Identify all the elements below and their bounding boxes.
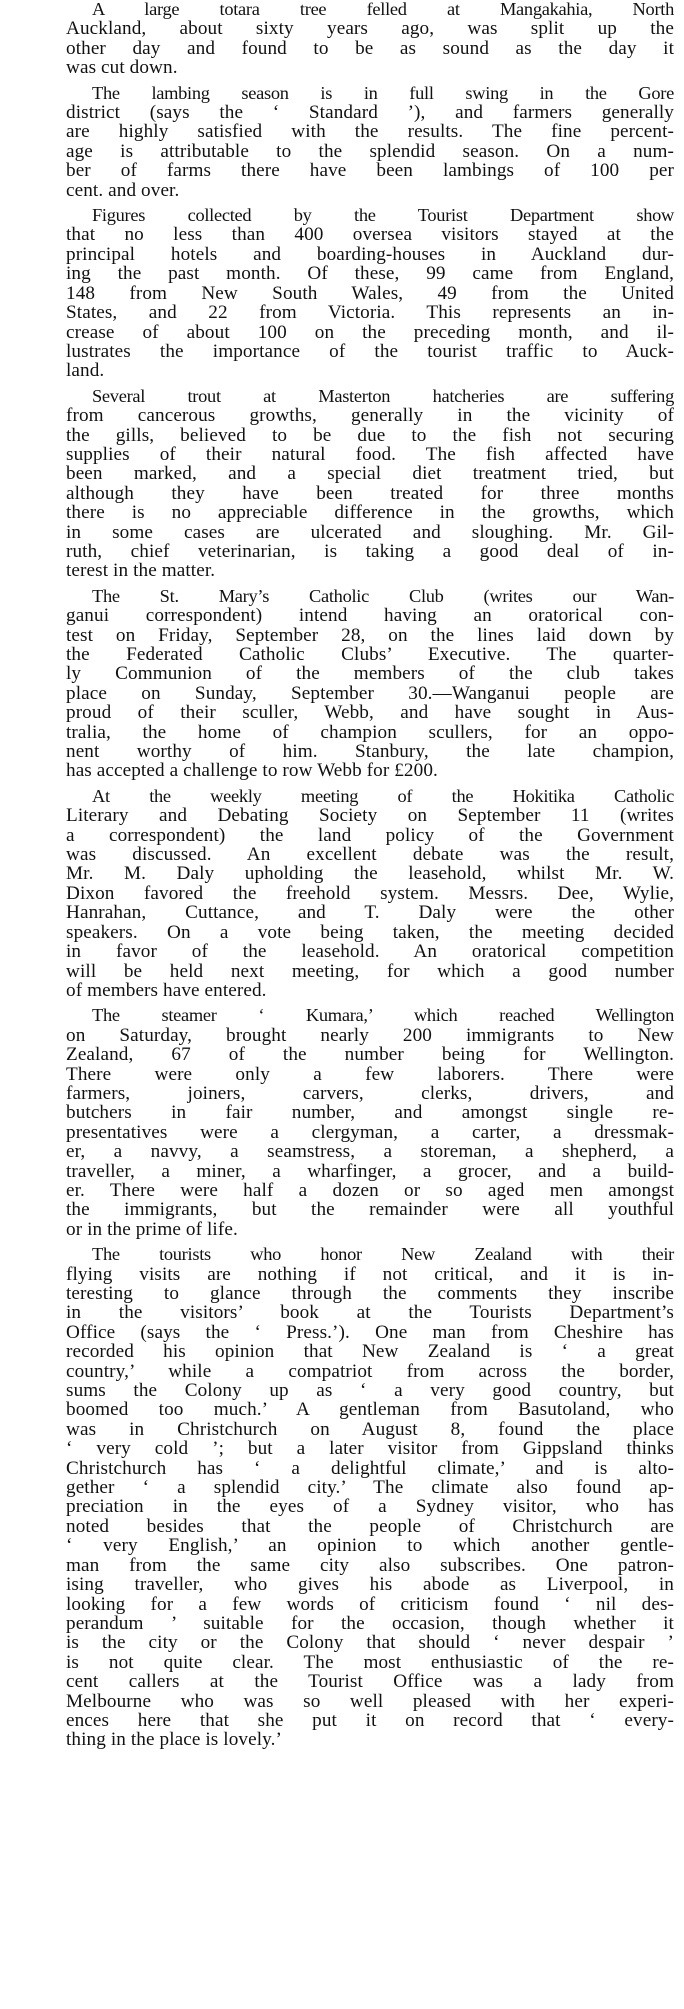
news-paragraph [40,787,674,1000]
text-line: Mr. M. Daly upholding the leasehold, whilst Mr. W. [66,863,674,885]
text-line: terest in the matter. [66,560,216,582]
text-line: a correspondent) the land policy of the Government [66,824,674,846]
text-line: is the city or the Colony that should ‘ never despair ’ [66,1632,674,1654]
text-line: farmers, joiners, carvers, clerks, drivers, and [66,1082,674,1104]
text-line: A large totara tree felled at Mangakahia, North [92,0,674,19]
text-line: ber of farms there have been lambings of 100 per [66,160,674,182]
text-line: cent callers at the Tourist Office was a lady from [66,1671,674,1693]
text-line: other day and found to be as sound as the day it [66,37,674,59]
text-line: place on Sunday, September 30.—Wanganui people are [66,682,674,704]
text-line: ly Communion of the members of the club takes [66,663,674,685]
text-line: the gills, believed to be due to the fish not securing [66,424,674,446]
text-line: lustrates the importance of the tourist traffic to Auck- [66,340,674,362]
text-line: er. There were half a dozen or so aged men amongst [66,1179,674,1201]
text-line: perandum ’ suitable for the occasion, though whether it [66,1612,674,1634]
text-line: ing the past month. Of these, 99 came from England, [66,263,674,285]
text-line: has accepted a challenge to row Webb for £200. [66,760,438,782]
text-line: in favor of the leasehold. An oratorical competition [66,941,674,963]
text-line: will be held next meeting, for which a good number [66,960,674,982]
text-line: The St. Mary’s Catholic Club (writes our Wan- [92,585,674,606]
text-line: gether ‘ a splendid city.’ The climate also found ap- [66,1477,674,1499]
text-line: flying visits are nothing if not critical, and it is in- [66,1263,674,1285]
text-line: the Federated Catholic Clubs’ Executive. The quarter- [66,644,674,665]
news-paragraph [40,84,674,200]
text-line: age is attributable to the splendid season. On a num- [66,140,674,162]
news-paragraph [40,587,674,781]
text-line: ising traveller, who gives his abode as Liverpool, in [66,1574,674,1596]
text-line: on Saturday, brought nearly 200 immigrants to New [66,1024,674,1046]
text-line: of members have entered. [66,979,267,1001]
text-line: boomed too much.’ A gentleman from Basutoland, who [66,1399,674,1421]
text-line: that no less than 400 oversea visitors stayed at the [66,224,674,246]
text-line: crease of about 100 on the preceding month, and il- [66,321,674,343]
text-line: was cut down. [66,57,178,79]
text-line: was in Christchurch on August 8, found the place [66,1418,674,1440]
text-line: district (says the ‘ Standard ’), and farmers generally [66,102,674,124]
text-line: The steamer ‘ Kumara,’ which reached Wellington [92,1005,674,1026]
text-line: er, a navvy, a seamstress, a storeman, a shepherd, a [66,1141,674,1163]
text-line: Dixon favored the freehold system. Messrs. Dee, Wylie, [66,882,674,904]
text-line: Figures collected by the Tourist Department show [92,205,674,226]
news-paragraph [40,206,674,381]
text-line: tralia, the home of champion scullers, for an oppo- [66,721,674,743]
text-line: Literary and Debating Society on September 11 (writes [66,805,674,827]
text-line: from cancerous growths, generally in the vicinity of [66,405,674,427]
text-line: test on Friday, September 28, on the lines laid down by [66,624,674,646]
text-line: ‘ very cold ’; but a later visitor from Gippsland thinks [66,1438,674,1460]
text-line: butchers in fair number, and amongst single re- [66,1102,674,1124]
news-paragraph [40,387,674,581]
text-line: sums the Colony up as ‘ a very good country, but [66,1380,674,1402]
text-line: speakers. On a vote being taken, the meeting decided [66,921,674,943]
text-line: been marked, and a special diet treatment tried, but [66,463,674,485]
text-line: country,’ while a compatriot from across the border, [66,1360,674,1382]
article-column [40,0,674,1756]
text-line: are highly satisfied with the results. The fine percent- [66,121,674,143]
news-paragraph [40,1245,674,1750]
text-line: ruth, chief veterinarian, is taking a good deal of in- [66,540,674,562]
text-line: 148 from New South Wales, 49 from the United [66,282,674,304]
text-line: Auckland, about sixty years ago, was split up the [66,18,674,40]
text-line: Office (says the ‘ Press.’). One man from Cheshire has [66,1321,674,1343]
text-line: noted besides that the people of Christchurch are [66,1515,674,1537]
text-line: The lambing season is in full swing in the Gore [92,82,674,103]
text-line: is not quite clear. The most enthusiastic of the re- [66,1651,674,1673]
text-line: ences here that she put it on record that ‘ every- [66,1709,674,1731]
text-line: there is no appreciable difference in the growths, which [66,502,674,524]
text-line: in the visitors’ book at the Tourists Department’s [66,1302,674,1324]
text-line: looking for a few words of criticism found ‘ nil des- [66,1593,674,1615]
text-line: preciation in the eyes of a Sydney visitor, who has [66,1496,674,1518]
text-line: Hanrahan, Cuttance, and T. Daly were the other [66,902,674,924]
text-line: ‘ very English,’ an opinion to which another gentle- [66,1535,674,1557]
text-line: proud of their sculler, Webb, and have sought in Aus- [66,702,674,724]
text-line: recorded his opinion that New Zealand is ‘ a great [66,1341,674,1363]
text-line: thing in the place is lovely.’ [66,1729,282,1751]
text-line: At the weekly meeting of the Hokitika Catholic [92,785,674,806]
text-line: nent worthy of him. Stanbury, the late champion, [66,741,674,763]
text-line: Zealand, 67 of the number being for Wellington. [66,1044,674,1066]
text-line: or in the prime of life. [66,1218,238,1240]
text-line: although they have been treated for three months [66,482,674,504]
news-paragraph [40,1006,674,1239]
text-line: man from the same city also subscribes. One patron- [66,1554,674,1576]
text-line: was discussed. An excellent debate was the result, [66,844,674,866]
text-line: The tourists who honor New Zealand with their [92,1244,674,1265]
text-line: land. [66,360,105,382]
text-line: There were only a few laborers. There were [66,1063,674,1085]
text-line: presentatives were a clergyman, a carter, a dressmak- [66,1121,674,1143]
text-line: ganui correspondent) intend having an oratorical con- [66,605,674,627]
text-line: supplies of their natural food. The fish affected have [66,443,674,465]
text-line: Christchurch has ‘ a delightful climate,’ and is alto- [66,1457,674,1479]
text-line: teresting to glance through the comments they inscribe [66,1283,674,1304]
text-line: Several trout at Masterton hatcheries are suffering [92,385,674,406]
news-paragraph [40,0,674,78]
text-line: in some cases are ulcerated and sloughing. Mr. Gil- [66,521,674,543]
text-line: traveller, a miner, a wharfinger, a grocer, and a build- [66,1160,674,1182]
text-line: the immigrants, but the remainder were all youthful [66,1199,674,1221]
text-line: Melbourne who was so well pleased with her experi- [66,1690,674,1712]
text-line: cent. and over. [66,179,180,201]
text-line: principal hotels and boarding-houses in Auckland dur- [66,243,674,265]
text-line: States, and 22 from Victoria. This represents an in- [66,302,674,324]
